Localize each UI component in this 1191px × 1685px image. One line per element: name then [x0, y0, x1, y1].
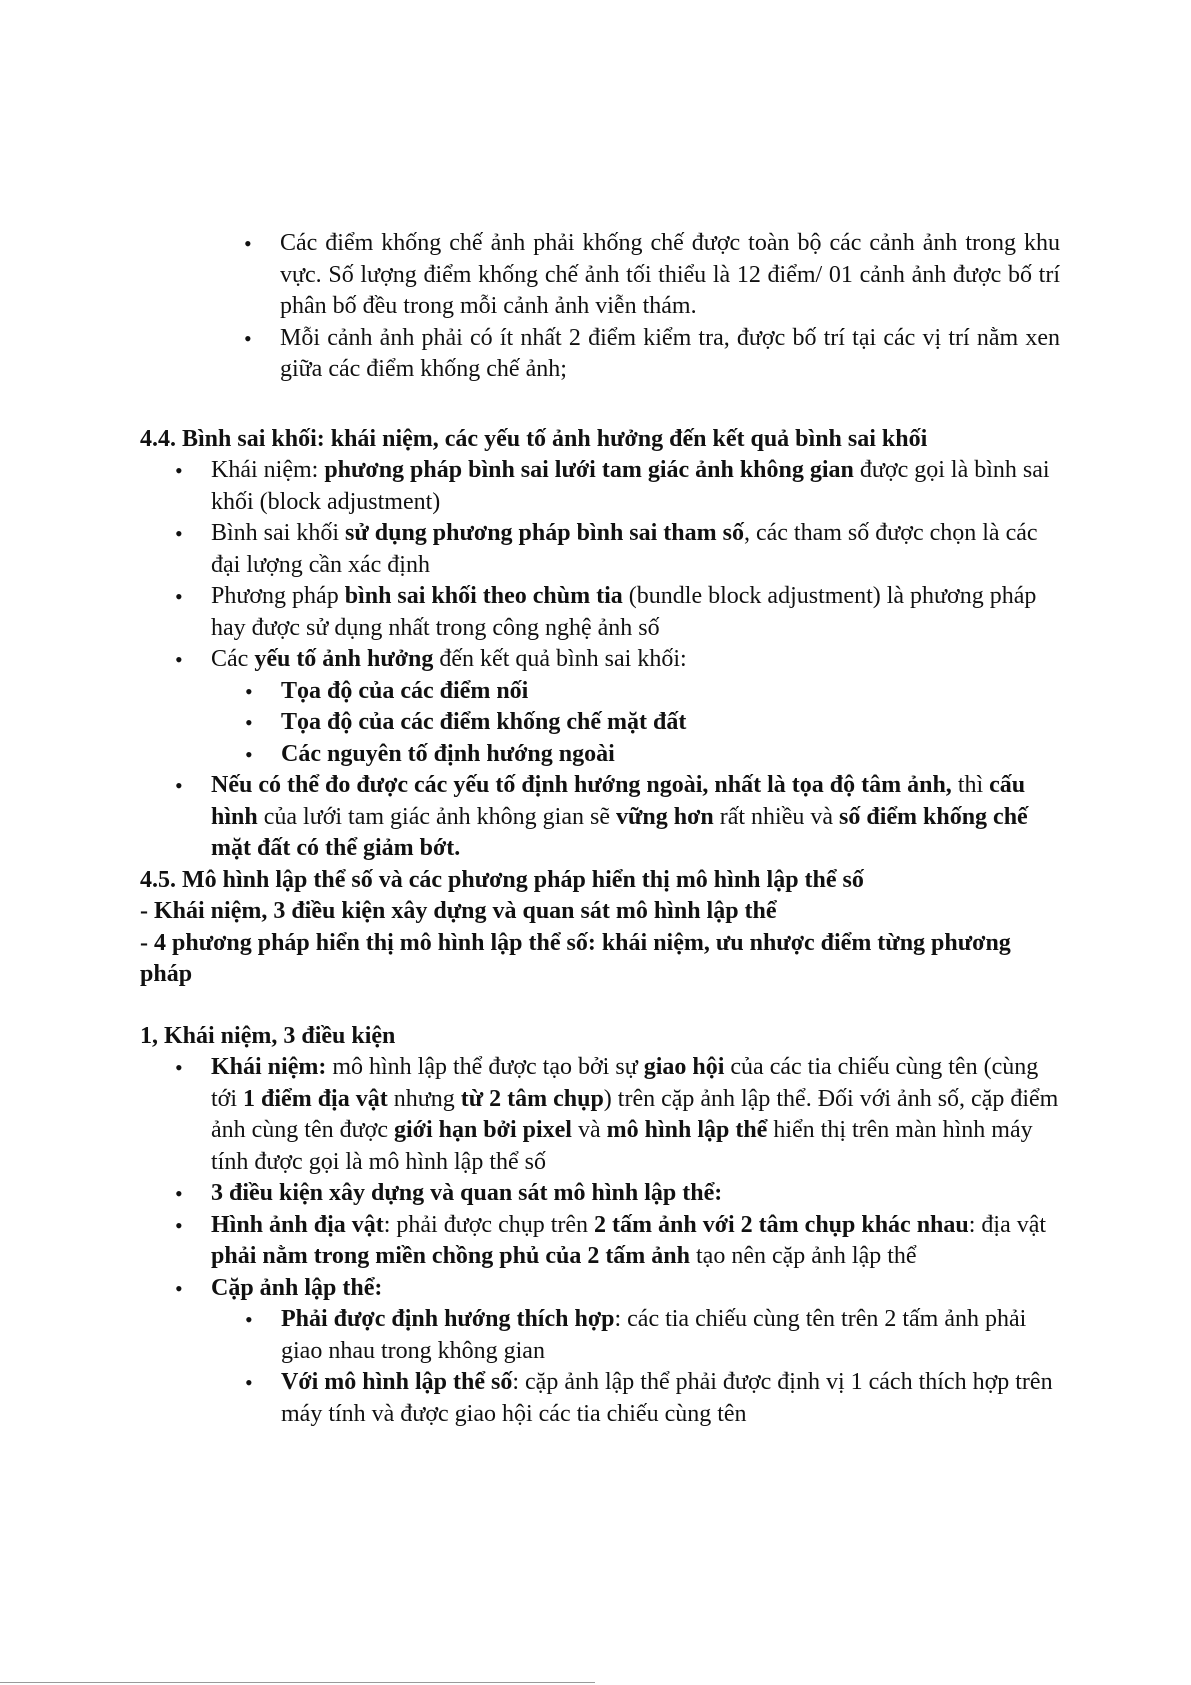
list-item: • Tọa độ của các điểm khống chế mặt đất [281, 707, 1060, 739]
stereo-pair-sublist [211, 1304, 1060, 1430]
list-item: • Nếu có thể đo được các yếu tố định hướng ngoài, nhất là tọa độ tâm ảnh, thì cấu hình của lưới tam giác ảnh không gian sẽ vững hơn rất nhiều và số điểm khống chế mặt đất có thể giảm bớt. [211, 770, 1060, 865]
list-item: • Mỗi cảnh ảnh phải có ít nhất 2 điểm kiểm tra, được bố trí tại các vị trí nằm xen giữa các điểm khống chế ảnh; [280, 323, 1060, 386]
list-item: • Cặp ảnh lập thể: • Phải được định hướng thích hợp: các tia chiếu cùng tên trên 2 tấm ảnh phải giao nhau trong không gian • Với mô hình lập thể số: cặp ảnh lập thể phải được định vị 1 cách thích hợp trên máy tính và được giao hội các tia chiếu cùng tên [211, 1273, 1060, 1431]
section-heading-1: 1, Khái niệm, 3 điều kiện [140, 1022, 396, 1049]
factors-list [211, 676, 1060, 771]
list-item: • Hình ảnh địa vật: phải được chụp trên 2 tấm ảnh với 2 tâm chụp khác nhau: địa vật phải nằm trong miền chồng phủ của 2 tấm ảnh tạo nên cặp ảnh lập thể [211, 1210, 1060, 1273]
list-item: • Tọa độ của các điểm nối [281, 676, 1060, 708]
list-item: • Khái niệm: phương pháp bình sai lưới tam giác ảnh không gian được gọi là bình sai khối (block adjustment) [211, 455, 1060, 518]
section-heading-4-5: 4.5. Mô hình lập thể số và các phương pháp hiển thị mô hình lập thể số [140, 866, 864, 893]
list-item: • Bình sai khối sử dụng phương pháp bình sai tham số, các tham số được chọn là các đại lượng cần xác định [211, 518, 1060, 581]
list-item: • Các điểm khống chế ảnh phải khống chế được toàn bộ các cảnh ảnh trong khu vực. Số lượng điểm khống chế ảnh tối thiểu là 12 điểm/ 01 cảnh ảnh được bố trí phân bố đều trong mỗi cảnh ảnh viễn thám. [280, 228, 1060, 323]
section-subheading: - 4 phương pháp hiển thị mô hình lập thể số: khái niệm, ưu nhược điểm từng phương pháp [140, 929, 1011, 987]
page-footer-rule [0, 1682, 595, 1683]
list-item: • 3 điều kiện xây dựng và quan sát mô hình lập thể: [211, 1178, 1060, 1210]
section-subheading: - Khái niệm, 3 điều kiện xây dựng và quan sát mô hình lập thể [140, 898, 777, 924]
top-bullet-list [140, 228, 1060, 386]
list-item: • Các yếu tố ảnh hưởng đến kết quả bình sai khối: • Tọa độ của các điểm nối • Tọa độ của các điểm khống chế mặt đất • Các nguyên tố định hướng ngoài [211, 644, 1060, 770]
list-item: • Phương pháp bình sai khối theo chùm tia (bundle block adjustment) là phương pháp hay được sử dụng nhất trong công nghệ ảnh số [211, 581, 1060, 644]
section-1-list [140, 1052, 1060, 1430]
list-item: • Với mô hình lập thể số: cặp ảnh lập thể phải được định vị 1 cách thích hợp trên máy tính và được giao hội các tia chiếu cùng tên [281, 1367, 1060, 1430]
list-item: • Các nguyên tố định hướng ngoài [281, 739, 1060, 771]
document-page [140, 228, 1060, 1430]
list-item: • Khái niệm: mô hình lập thể được tạo bởi sự giao hội của các tia chiếu cùng tên (cùng tới 1 điểm địa vật nhưng từ 2 tâm chụp) trên cặp ảnh lập thể. Đối với ảnh số, cặp điểm ảnh cùng tên được giới hạn bởi pixel và mô hình lập thể hiển thị trên màn hình máy tính được gọi là mô hình lập thể số [211, 1052, 1060, 1178]
section-heading-4-4: 4.4. Bình sai khối: khái niệm, các yếu tố ảnh hưởng đến kết quả bình sai khối [140, 425, 928, 452]
section-4-4-list [140, 455, 1060, 865]
list-item: • Phải được định hướng thích hợp: các tia chiếu cùng tên trên 2 tấm ảnh phải giao nhau trong không gian [281, 1304, 1060, 1367]
